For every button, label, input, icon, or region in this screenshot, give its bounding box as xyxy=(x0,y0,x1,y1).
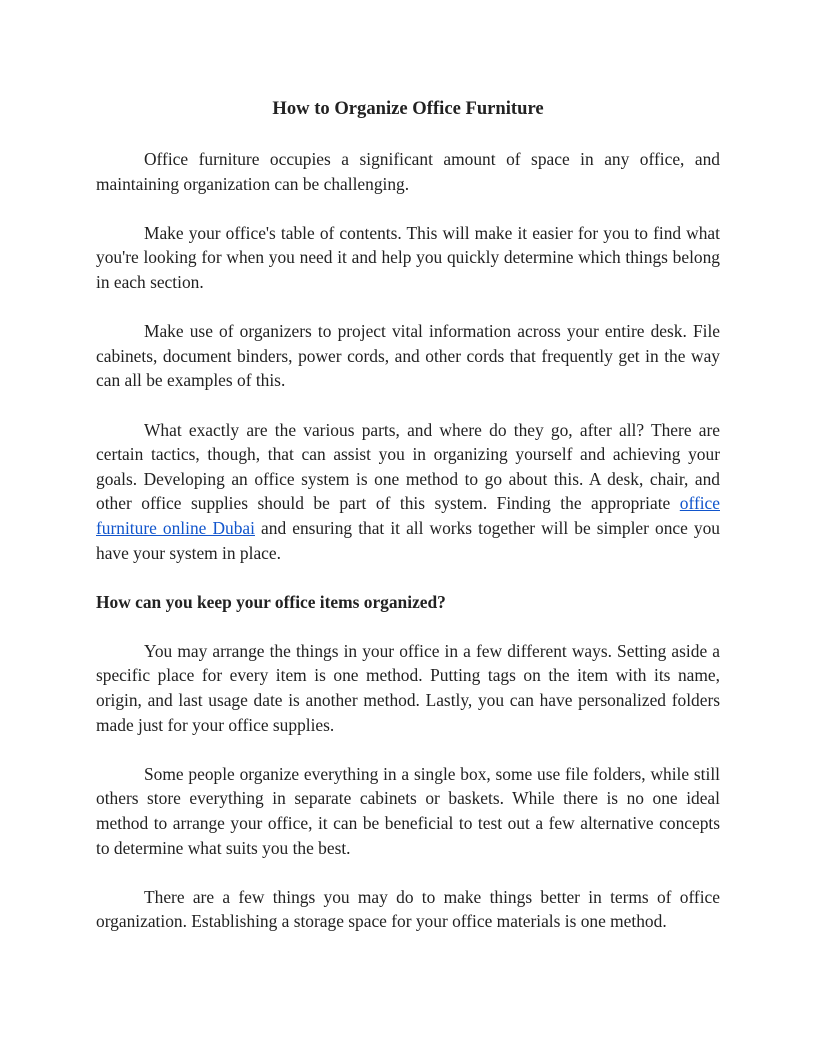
spacer xyxy=(96,393,720,418)
paragraph-table-of-contents: Make your office's table of contents. This will make it easier for you to find what you're looking for when you need it and help you quickly determine which things belong in each section. xyxy=(96,222,720,292)
office-furniture-link[interactable]: office furniture online Dubai xyxy=(96,493,720,538)
spacer xyxy=(96,614,720,639)
paragraph-storage-methods: Some people organize everything in a single box, some use file folders, while still others store everything in separate cabinets or baskets. While there is no one ideal method to arrange your office, it can be beneficial to test out a few alternative concepts to determine what suits you the best. xyxy=(96,763,720,858)
spacer xyxy=(96,737,720,762)
paragraph-office-system-text-start: What exactly are the various parts, and where do they go, after all? There are certain tactics, though, that can assist you in organizing yourself and achieving your goals. Developing an office system is one method to go about this. A desk, chair, and other office supplies should be part of this system. Finding the appropriate xyxy=(96,419,720,514)
spacer xyxy=(96,860,720,885)
spacer xyxy=(96,196,720,221)
paragraph-improve-organization: There are a few things you may do to make things better in terms of office organization. Establishing a storage space for your office materials is one method. xyxy=(96,886,720,932)
paragraph-intro: Office furniture occupies a significant amount of space in any office, and maintaining organization can be challenging. xyxy=(96,149,720,194)
document-title: How to Organize Office Furniture xyxy=(272,98,544,119)
spacer xyxy=(96,295,720,320)
section-heading: How can you keep your office items organized? xyxy=(96,591,446,612)
spacer xyxy=(96,123,720,147)
paragraph-office-system-text-end: and ensuring that it all works together will be simpler once you have your system in place. xyxy=(96,517,721,563)
paragraph-organizers: Make use of organizers to project vital information across your entire desk. File cabinets, document binders, power cords, and other cords that frequently get in the way can all be examples of this. xyxy=(96,321,720,391)
document-body xyxy=(96,95,720,934)
paragraph-office-system xyxy=(96,418,720,566)
paragraph-arrange-ways: You may arrange the things in your office in a few different ways. Setting aside a specific place for every item is one method. Putting tags on the item with its name, origin, and last usage date is another method. Lastly, you can have personalized folders made just for your office supplies. xyxy=(96,640,720,735)
spacer xyxy=(96,565,720,590)
